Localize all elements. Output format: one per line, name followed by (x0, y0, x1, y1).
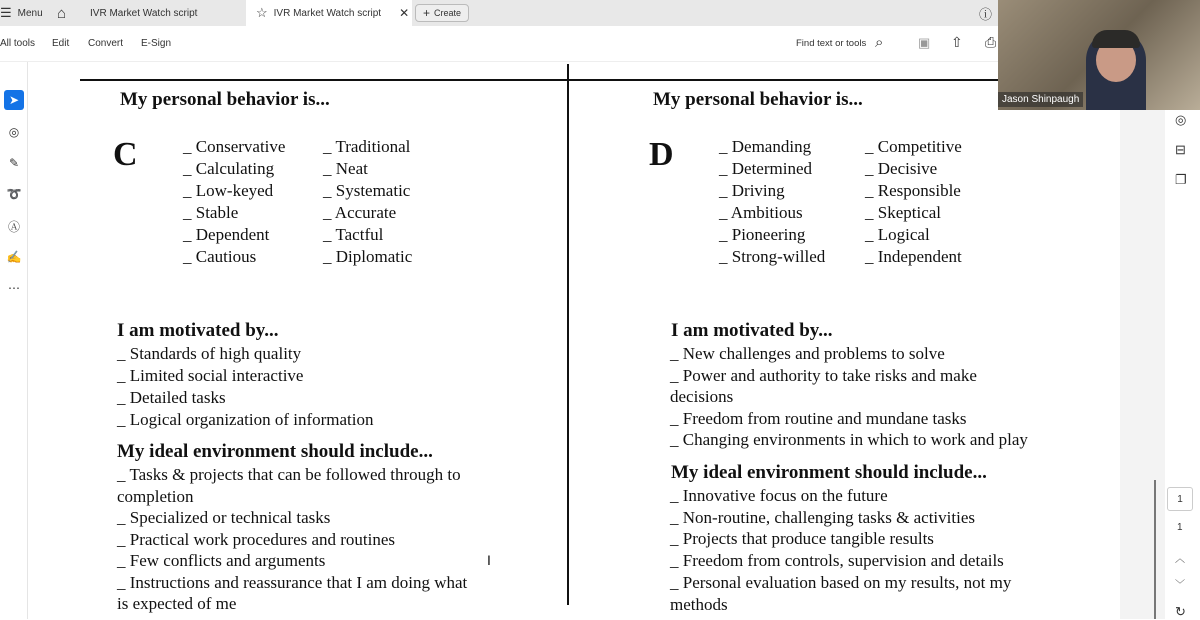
sign-tool-icon[interactable]: ✍ (6, 250, 22, 264)
trait-list (183, 136, 285, 268)
list-item: _ Non-routine, challenging tasks & activities (670, 507, 975, 527)
trait: _ Decisive (865, 159, 938, 178)
star-icon[interactable]: ☆ (256, 5, 268, 20)
column-divider (567, 64, 569, 605)
motivated-list (117, 343, 374, 431)
participant-cap (1092, 30, 1140, 48)
list-item: decisions (670, 387, 734, 406)
home-icon[interactable]: ⌂ (57, 4, 67, 22)
motivated-list (670, 343, 1028, 451)
tab-label: IVR Market Watch script (273, 7, 382, 19)
style-letter: D (649, 136, 674, 173)
list-item: is expected of me (117, 594, 237, 613)
trait: _ Conservative (183, 137, 286, 156)
ai-assistant-icon[interactable]: ◎ (1175, 112, 1187, 127)
trait: _ Tactful (323, 225, 384, 244)
close-icon[interactable]: ✕ (399, 6, 410, 20)
help-icon[interactable]: ⓘ (979, 6, 993, 22)
esign-menu[interactable]: E-Sign (141, 38, 172, 49)
participant-name: Jason Shinpaugh (998, 92, 1083, 107)
list-item: _ Few conflicts and arguments (117, 551, 326, 570)
text-cursor-icon: I (487, 552, 491, 568)
pages-icon[interactable]: ❐ (1175, 172, 1187, 187)
environment-list (117, 464, 467, 615)
list-item: _ Power and authority to take risks and make (670, 365, 977, 385)
behavior-heading: My personal behavior is... (120, 89, 330, 110)
list-item: completion (117, 486, 194, 506)
trait-list (719, 136, 825, 268)
environment-heading: My ideal environment should include... (117, 441, 433, 462)
trait: _ Demanding (719, 137, 812, 156)
motivated-heading: I am motivated by... (671, 320, 833, 341)
trait: _ Systematic (323, 181, 411, 200)
tab-active[interactable] (246, 0, 412, 26)
trait: _ Dependent (183, 225, 270, 244)
style-letter: C (113, 136, 138, 173)
trait: _ Diplomatic (323, 247, 413, 266)
previous-page-icon[interactable]: ︿ (1175, 554, 1185, 565)
list-item: _ Detailed tasks (117, 388, 226, 407)
find-text-button[interactable]: Find text or tools (796, 38, 867, 49)
behavior-heading: My personal behavior is... (653, 89, 863, 110)
print-icon[interactable]: ⎙ (985, 34, 997, 50)
trait: _ Neat (323, 159, 368, 178)
list-item: _ Specialized or technical tasks (117, 508, 331, 527)
list-item: _ New challenges and problems to solve (670, 344, 945, 363)
tab-bar (0, 0, 1000, 26)
tab-label: IVR Market Watch script (90, 7, 198, 19)
trait: _ Stable (183, 203, 239, 222)
list-item: methods (670, 594, 728, 614)
hamburger-icon: ☰ (0, 5, 12, 20)
left-toolbar (0, 62, 28, 619)
select-tool-icon[interactable]: ➤ (4, 90, 24, 110)
rotate-icon[interactable]: ↻ (1175, 604, 1186, 619)
save-icon[interactable]: ▣ (918, 35, 931, 50)
toolbar (0, 26, 1000, 62)
page-total: 1 (1177, 522, 1183, 533)
trait: _ Strong-willed (719, 247, 826, 266)
trait: _ Skeptical (865, 203, 942, 222)
list-item: _ Freedom from routine and mundane tasks (670, 408, 967, 428)
more-tools-icon[interactable]: ⋯ (8, 281, 20, 295)
create-label: Create (434, 8, 462, 18)
bookmark-icon[interactable]: ⊟ (1175, 142, 1186, 157)
page-number-input[interactable]: 1 (1167, 487, 1193, 511)
trait: _ Independent (865, 247, 962, 266)
menu-button[interactable] (0, 0, 43, 26)
search-icon[interactable]: ⌕ (875, 34, 884, 51)
all-tools-menu[interactable]: All tools (0, 38, 36, 49)
menu-label: Menu (17, 7, 43, 19)
pen-tool-icon[interactable]: ✎ (8, 156, 20, 170)
next-page-icon[interactable]: ﹀ (1175, 580, 1185, 591)
trait: _ Pioneering (719, 225, 806, 244)
video-participant (998, 0, 1200, 110)
trait: _ Low-keyed (183, 181, 274, 200)
table-rule (80, 79, 998, 81)
environment-list (670, 485, 1011, 615)
trait-list (323, 136, 412, 268)
list-item: _ Innovative focus on the future (670, 486, 888, 505)
environment-heading: My ideal environment should include... (671, 462, 987, 483)
list-item: _ Changing environments in which to work and play (670, 430, 1028, 449)
trait: _ Logical (865, 225, 930, 244)
trait: _ Driving (719, 181, 785, 200)
list-item: _ Limited social interactive (117, 366, 304, 385)
text-box-tool-icon[interactable]: Ⓐ (7, 219, 20, 234)
convert-menu[interactable]: Convert (88, 38, 124, 49)
edit-menu[interactable]: Edit (52, 38, 70, 49)
trait: _ Ambitious (719, 203, 803, 222)
create-button[interactable] (415, 4, 469, 22)
plus-icon: + (422, 6, 430, 20)
trait: _ Traditional (323, 137, 411, 156)
list-item: _ Practical work procedures and routines (117, 529, 396, 549)
list-item: _ Freedom from controls, supervision and details (670, 551, 1004, 571)
motivated-heading: I am motivated by... (117, 320, 279, 341)
trait: _ Competitive (865, 137, 962, 156)
list-item: _ Projects that produce tangible results (670, 529, 934, 549)
list-item: _ Personal evaluation based on my results, not my (670, 572, 1012, 592)
list-item: _ Instructions and reassurance that I am doing what (117, 572, 468, 592)
trait: _ Responsible (865, 181, 961, 200)
right-panel (1165, 110, 1200, 619)
trait-list (865, 136, 962, 268)
comment-tool-icon[interactable]: ◎ (8, 125, 20, 139)
trait: _ Cautious (183, 247, 257, 266)
scrollbar[interactable] (1154, 480, 1156, 619)
lasso-tool-icon[interactable]: ➰ (6, 187, 22, 201)
upload-cloud-icon[interactable]: ⇧ (951, 34, 963, 50)
scroll-area (1120, 110, 1165, 619)
list-item: _ Standards of high quality (117, 344, 302, 363)
list-item: _ Tasks & projects that can be followed through to (117, 465, 461, 484)
list-item: _ Logical organization of information (117, 410, 374, 429)
trait: _ Calculating (183, 159, 275, 178)
trait: _ Determined (719, 159, 812, 178)
trait: _ Accurate (323, 203, 397, 222)
tab-inactive[interactable] (78, 0, 246, 26)
